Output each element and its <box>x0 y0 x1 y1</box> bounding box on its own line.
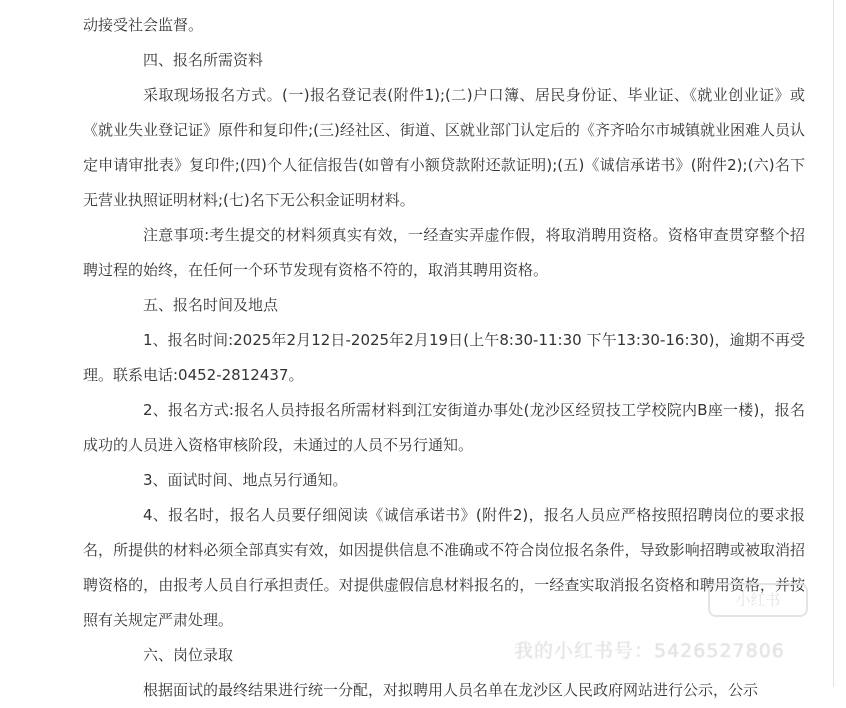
paragraph-materials: 采取现场报名方式。(一)报名登记表(附件1);(二)户口簿、居民身份证、毕业证、《就业创业证》或《就业失业登记证》原件和复印件;(三)经社区、街道、区就业部门认定后的《齐齐哈尔市城镇就业困难人员认定申请审批表》复印件;(四)个人征信报告(如曾有小额贷款附还款证明);(五)《诚信承诺书》(附件2);(六)名下无营业执照证明材料;(七)名下无公积金证明材料。 <box>83 86 805 209</box>
watermark-id: 我的小红书号：5426527806 <box>514 640 785 662</box>
paragraph-registration-method: 2、报名方式:报名人员持报名所需材料到江安街道办事处(龙沙区经贸技工学校院内B座一楼)，报名成功的人员进入资格审核阶段，未通过的人员不另行通知。 <box>83 401 805 454</box>
paragraph-notice: 注意事项:考生提交的材料须真实有效，一经查实弄虚作假，将取消聘用资格。资格审查贯穿整个招聘过程的始终，在任何一个环节发现有资格不符的，取消其聘用资格。 <box>83 226 805 279</box>
paragraph-integrity: 4、报名时，报名人员要仔细阅读《诚信承诺书》(附件2)，报名人员应严格按照招聘岗位的要求报名，所提供的材料必须全部真实有效，如因提供信息不准确或不符合岗位报名条件，导致影响招聘或被取消招聘资格的，由报考人员自行承担责任。对提供虚假信息材料报名的，一经查实取消报名资格和聘用资格，并按照有关规定严肃处理。 <box>83 506 805 629</box>
section-heading-materials: 四、报名所需资料 <box>143 51 264 69</box>
page-border <box>833 0 834 687</box>
document-body <box>83 8 805 708</box>
paragraph-admission: 根据面试的最终结果进行统一分配，对拟聘用人员名单在龙沙区人民政府网站进行公示，公示 <box>143 681 759 699</box>
section-heading-time-place: 五、报名时间及地点 <box>143 296 279 314</box>
paragraph-interview: 3、面试时间、地点另行通知。 <box>143 471 348 489</box>
paragraph-registration-time: 1、报名时间:2025年2月12日-2025年2月19日(上午8:30-11:30 下午13:30-16:30)，逾期不再受理。联系电话:0452-2812437。 <box>83 331 805 384</box>
section-heading-admission: 六、岗位录取 <box>143 646 234 664</box>
watermark-logo: 小红书 <box>708 583 808 617</box>
paragraph-continued: 动接受社会监督。 <box>83 16 204 34</box>
